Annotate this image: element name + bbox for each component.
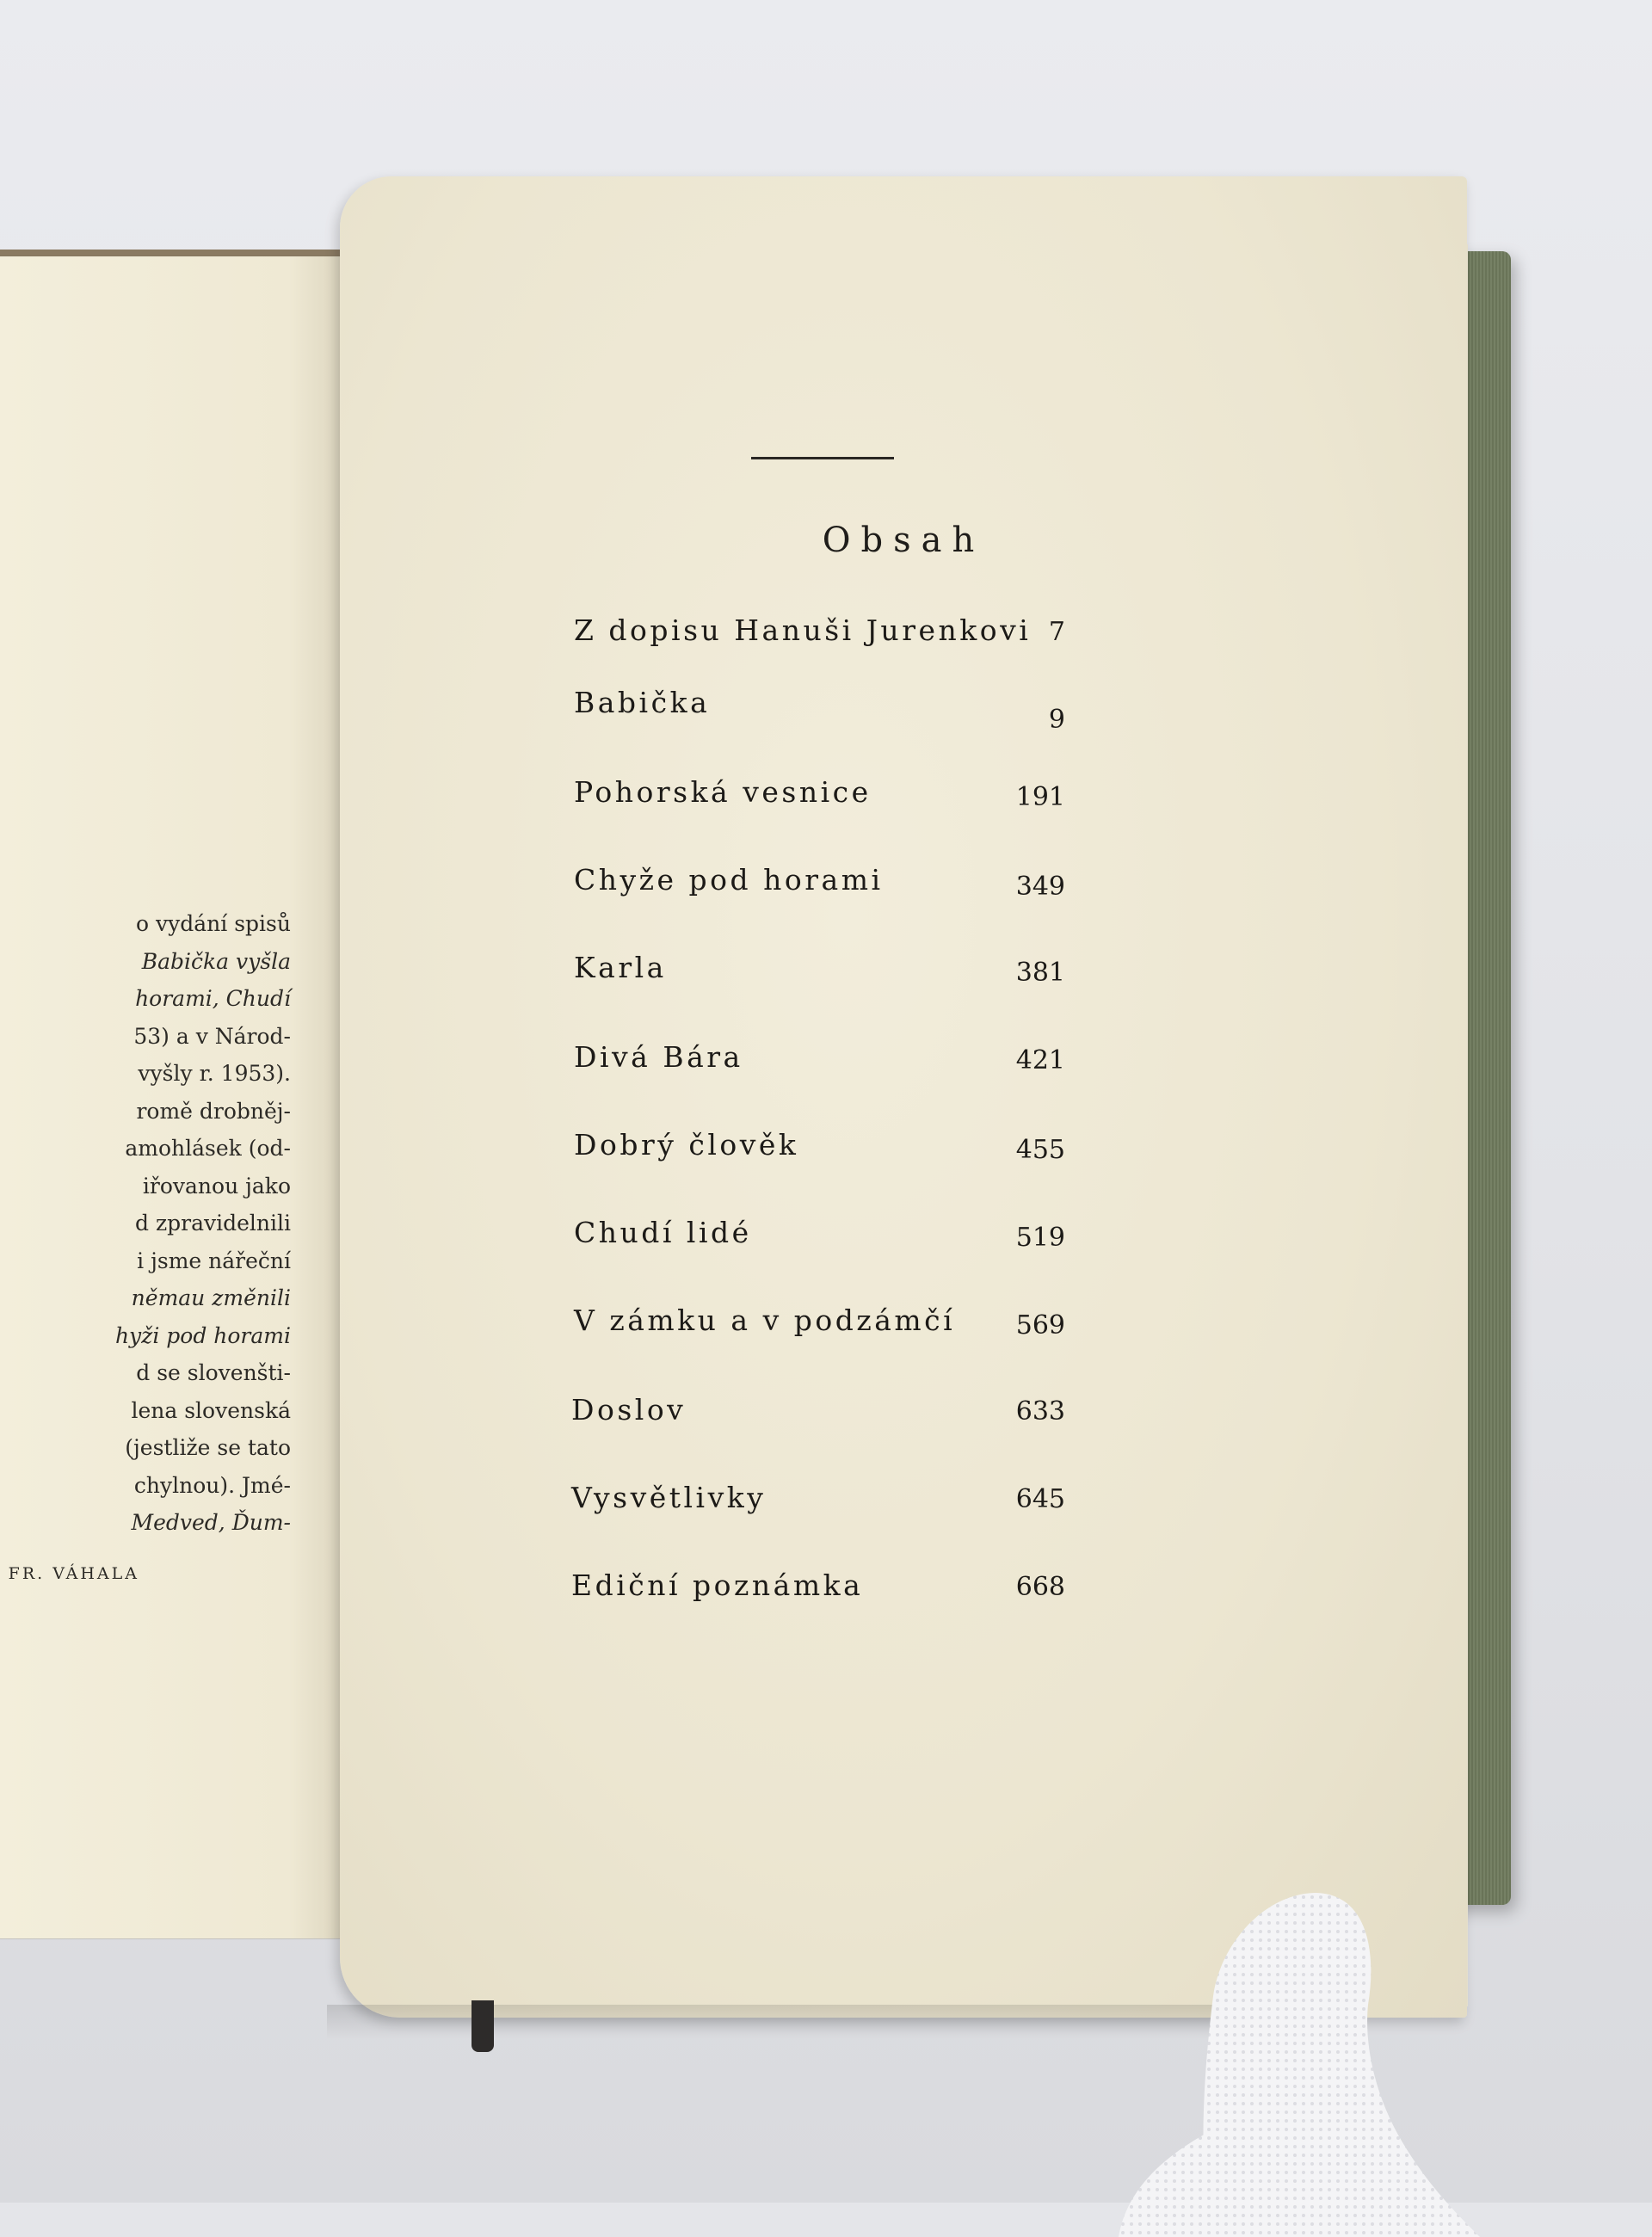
- toc-entry-page: 191: [1015, 782, 1065, 812]
- left-line: chylnou). Jmé-: [133, 1472, 291, 1498]
- left-line: d zpravidelnili: [135, 1211, 291, 1236]
- left-line: d se slovenšti-: [136, 1360, 291, 1385]
- left-line: i jsme nářeční: [137, 1248, 291, 1273]
- bookmark-ribbon: [472, 2000, 494, 2052]
- toc-entry-page: 9: [1048, 705, 1065, 735]
- toc-entry-title: Chudí lidé: [574, 1216, 752, 1249]
- toc-entry-page: 455: [1015, 1135, 1065, 1165]
- toc-entry-page: 645: [1015, 1484, 1065, 1514]
- toc-entry-title: Dobrý člověk: [574, 1128, 799, 1162]
- toc-entry-title: Babička: [574, 686, 711, 719]
- left-page-signature: FR. VÁHALA: [8, 1564, 139, 1583]
- toc-entry-page: 349: [1015, 872, 1065, 902]
- title-rule: [751, 457, 894, 459]
- toc-entry-page: 668: [1015, 1572, 1065, 1602]
- toc-entry-page: 633: [1015, 1396, 1065, 1427]
- left-line: lena slovenská: [131, 1397, 291, 1423]
- toc-title: Obsah: [822, 521, 985, 560]
- left-line: Medved, Ďum-: [131, 1510, 291, 1535]
- left-line: 53) a v Národ-: [133, 1023, 291, 1049]
- left-line: hyži pod horami: [114, 1322, 291, 1348]
- toc-entry-title: Vysvětlivky: [571, 1481, 767, 1514]
- toc-entry-title: Doslov: [571, 1393, 687, 1427]
- toc-entry-page: 569: [1015, 1310, 1065, 1340]
- left-line: horami, Chudí: [135, 986, 291, 1011]
- left-line: amohlásek (od-: [125, 1136, 291, 1161]
- right-page: [340, 176, 1467, 2018]
- toc-entry-title: Divá Bára: [574, 1040, 743, 1074]
- left-line: němau změnili: [131, 1285, 291, 1310]
- toc-entry-page: 381: [1015, 958, 1065, 988]
- left-page: [0, 256, 361, 1938]
- toc-entry-title: Ediční poznámka: [571, 1568, 864, 1602]
- toc-entry-title: Z dopisu Hanuši Jurenkovi: [574, 613, 1032, 647]
- toc-entry-title: Karla: [574, 951, 667, 984]
- left-line: vyšly r. 1953).: [138, 1061, 291, 1086]
- white-glove: [1119, 1841, 1480, 2237]
- toc-entry-page: 421: [1015, 1045, 1065, 1075]
- toc-entry-title: Chyže pod horami: [574, 863, 884, 897]
- left-line: romě drobněj-: [136, 1098, 291, 1124]
- left-line: Babička vyšla: [141, 948, 291, 974]
- toc-entry-title: V zámku a v podzámčí: [574, 1303, 956, 1337]
- left-line: iřovanou jako: [142, 1173, 291, 1199]
- toc-entry-page: 519: [1015, 1223, 1065, 1253]
- toc-entry-page: 7: [1048, 617, 1065, 647]
- toc-entry-title: Pohorská vesnice: [574, 775, 872, 809]
- left-line: (jestliže se tato: [125, 1435, 291, 1460]
- left-line: o vydání spisů: [136, 911, 291, 936]
- left-page-text: [0, 905, 291, 1542]
